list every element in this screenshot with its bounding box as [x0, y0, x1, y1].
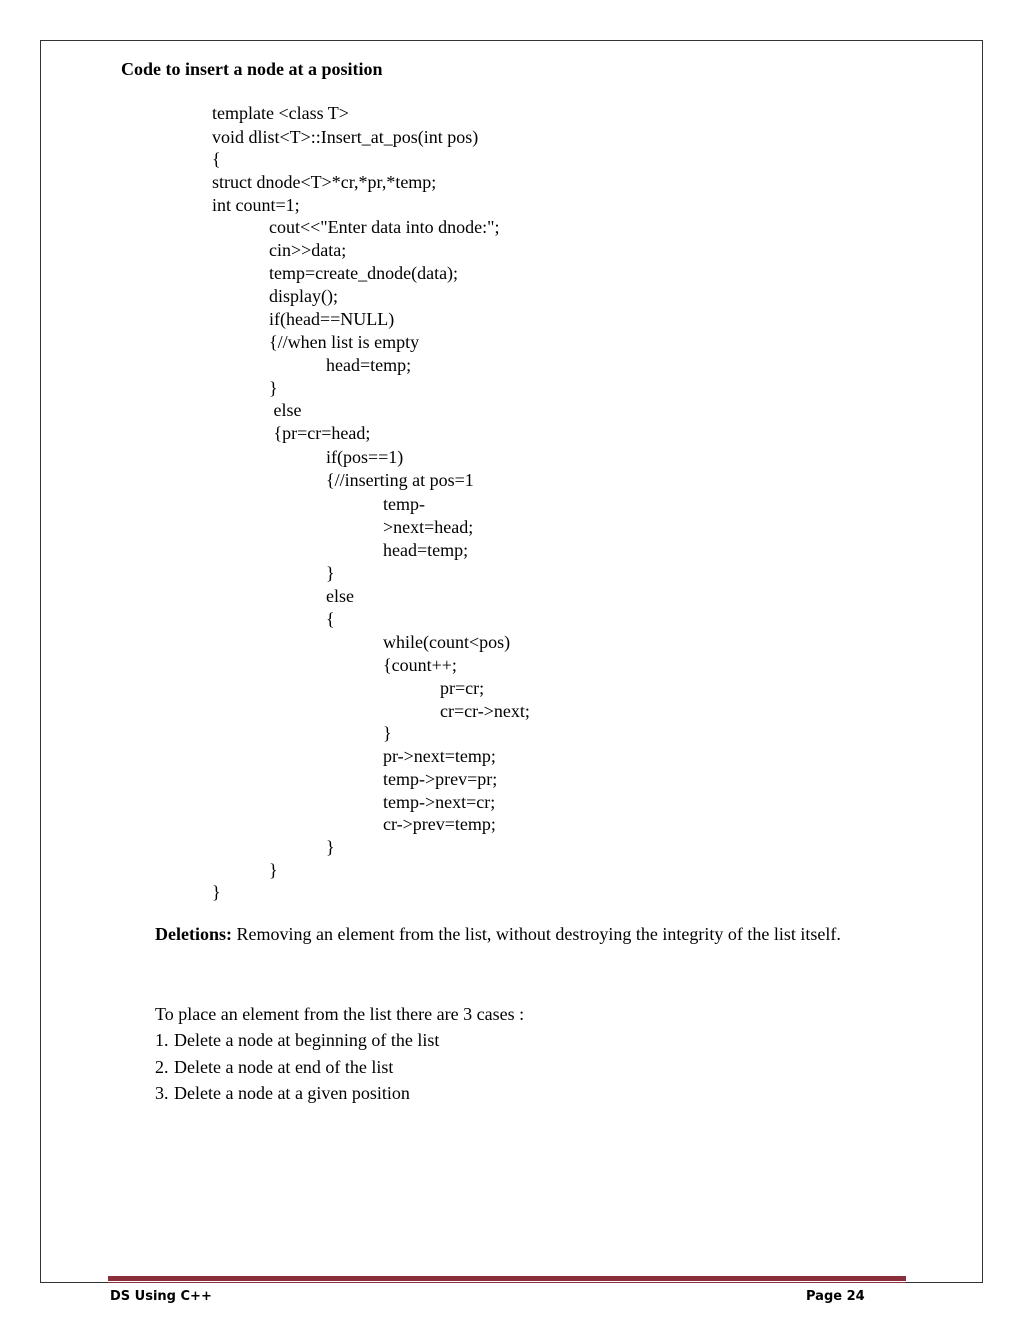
code-line: temp-	[383, 494, 425, 514]
footer-rule	[108, 1276, 906, 1281]
list-item	[155, 1027, 439, 1054]
code-line: {//when list is empty	[269, 332, 420, 352]
cases-list	[155, 1027, 439, 1107]
list-item	[155, 1054, 439, 1081]
code-line: {count++;	[383, 655, 457, 675]
code-line: >next=head;	[383, 517, 474, 537]
section-heading: Code to insert a node at a position	[121, 59, 383, 79]
code-line: }	[383, 723, 392, 743]
list-number: 2.	[155, 1056, 169, 1077]
list-text: Delete a node at end of the list	[174, 1056, 394, 1077]
code-line: int count=1;	[212, 195, 300, 215]
code-line: head=temp;	[383, 540, 469, 560]
code-line: temp=create_dnode(data);	[269, 263, 459, 283]
code-line: }	[212, 882, 221, 902]
deletions-text: Removing an element from the list, without destroying the integrity of the list itself.	[231, 924, 841, 944]
code-line: cr->prev=temp;	[383, 814, 496, 834]
code-line: cin>>data;	[269, 240, 347, 260]
code-line: {pr=cr=head;	[269, 423, 371, 443]
code-line: temp->prev=pr;	[383, 769, 498, 789]
code-line: pr->next=temp;	[383, 746, 496, 766]
code-line: }	[269, 860, 278, 880]
deletions-term: Deletions:	[155, 924, 232, 944]
code-line: head=temp;	[326, 355, 412, 375]
footer-title: DS Using C++	[110, 1289, 212, 1304]
code-line: else	[269, 400, 302, 420]
code-line: }	[326, 837, 335, 857]
code-line: template <class T>	[212, 103, 349, 123]
list-number: 3.	[155, 1083, 169, 1103]
list-text: Delete a node at beginning of the list	[174, 1030, 440, 1050]
deletions-paragraph	[155, 921, 895, 947]
code-line: }	[269, 378, 278, 398]
code-line: cr=cr->next;	[440, 701, 530, 721]
code-line: display();	[269, 286, 338, 306]
code-line: {	[326, 609, 335, 629]
list-number: 1.	[155, 1030, 169, 1050]
list-item	[155, 1080, 439, 1107]
code-line: if(pos==1)	[326, 447, 404, 467]
code-line: void dlist<T>::Insert_at_pos(int pos)	[212, 127, 479, 147]
footer-rule-thin	[108, 1282, 906, 1283]
cases-intro: To place an element from the list there are 3 cases :	[155, 1004, 525, 1024]
code-line: {//inserting at pos=1	[326, 470, 474, 490]
code-line: pr=cr;	[440, 678, 485, 698]
code-line: if(head==NULL)	[269, 309, 395, 329]
code-line: else	[326, 586, 354, 606]
list-text: Delete a node at a given position	[174, 1083, 410, 1103]
code-line: temp->next=cr;	[383, 792, 496, 812]
footer-page-number: Page 24	[806, 1289, 865, 1304]
code-line: {	[212, 149, 221, 169]
code-line: }	[326, 563, 335, 583]
code-line: while(count<pos)	[383, 632, 511, 652]
code-line: struct dnode<T>*cr,*pr,*temp;	[212, 172, 437, 192]
code-line: cout<<"Enter data into dnode:";	[269, 217, 500, 237]
